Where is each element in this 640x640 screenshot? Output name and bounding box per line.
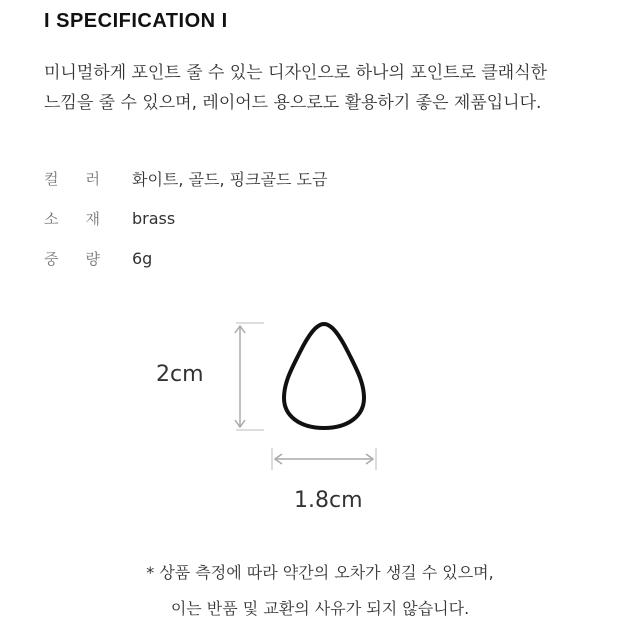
spec-value-material: brass	[132, 208, 176, 228]
spec-label-weight: 중 량	[44, 249, 100, 268]
width-label: 1.8cm	[294, 488, 363, 513]
spec-value-weight: 6g	[132, 248, 153, 268]
spec-label-color: 컬 러	[44, 169, 100, 188]
note-line: * 상품 측정에 따라 약간의 오차가 생길 수 있으며,	[146, 563, 494, 582]
teardrop-ring-shape	[284, 324, 364, 428]
description-line: 느낌을 줄 수 있으며, 레이어드 용으로도 활용하기 좋은 제품입니다.	[44, 93, 542, 113]
description-line: 미니멀하게 포인트 줄 수 있는 디자인으로 하나의 포인트로 클래식한	[44, 63, 548, 83]
height-label: 2cm	[156, 362, 204, 387]
measurement-note	[0, 555, 640, 627]
spec-label-material: 소 재	[44, 209, 100, 228]
note-line: 이는 반품 및 교환의 사유가 되지 않습니다.	[170, 599, 470, 618]
spec-title: I SPECIFICATION I	[44, 10, 228, 32]
spec-value-color: 화이트, 골드, 핑크골드 도금	[132, 169, 328, 189]
